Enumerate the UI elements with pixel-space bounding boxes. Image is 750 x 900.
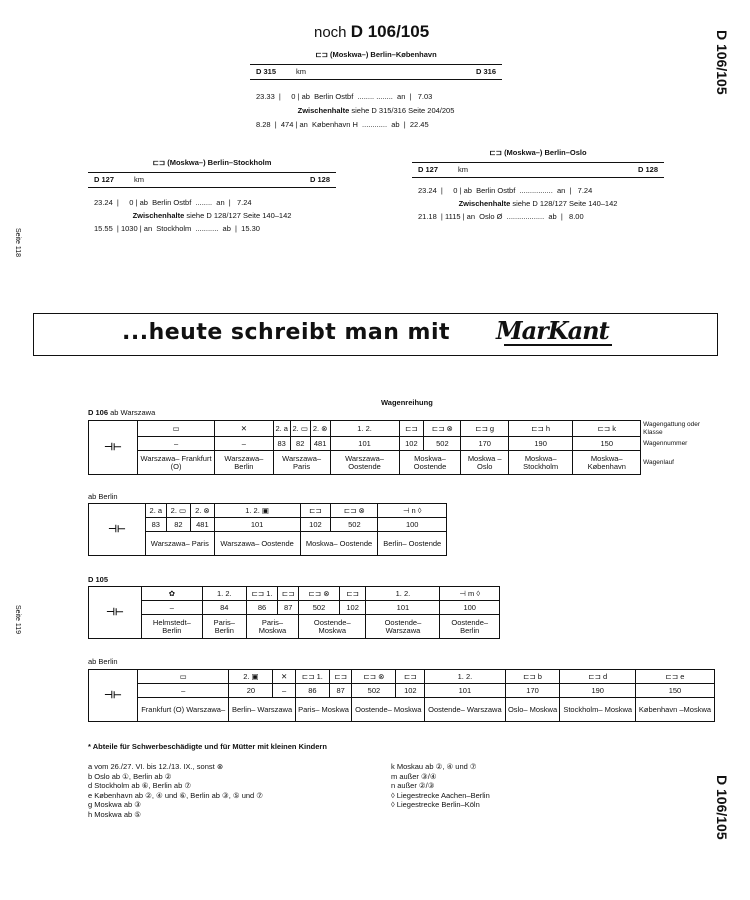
wagon-number: 86 <box>295 684 329 698</box>
wagon-route: Stockholm– Moskwa <box>560 698 635 722</box>
wagon-number: 190 <box>508 437 572 451</box>
schedule-row: 21.18 | 1115 | an Oslo Ø .................. ab | 8.00 <box>418 212 584 221</box>
wagon-number: 101 <box>214 518 300 532</box>
legend-class: Wagengattung oder Klasse <box>641 421 715 437</box>
timetable-block-stockholm <box>88 158 336 233</box>
wagon-route: Moskwa– Oostende <box>399 451 461 475</box>
advertisement-banner <box>33 313 718 356</box>
footnote-star: * Abteile für Schwerbeschädigte und für Mütter mit kleinen Kindern <box>88 742 327 751</box>
wagon-route: Warszawa– Oostende <box>330 451 399 475</box>
wagon-number: – <box>273 684 295 698</box>
wagon-symbol: ⊏⊐ d <box>560 670 635 684</box>
wagon-number: 100 <box>378 518 447 532</box>
wagon-number: 502 <box>331 518 378 532</box>
wagon-number: 102 <box>339 601 366 615</box>
locomotive-icon: ⊣⊢ <box>89 587 142 639</box>
locomotive-icon: ⊣⊢ <box>89 670 138 722</box>
wagon-number: 101 <box>330 437 399 451</box>
wagenreihung-table-3 <box>88 586 500 639</box>
wagon-symbol: 2. ⊗ <box>310 421 330 437</box>
wagon-symbol: ⊏⊐ e <box>635 670 714 684</box>
wagon-route: Warszawa– Frankfurt (O) <box>138 451 215 475</box>
block-title: (Moskwa–) Berlin–Oslo <box>504 148 587 157</box>
footnote-item: g Moskwa ab ③ <box>88 800 141 809</box>
wagon-number: 86 <box>246 601 277 615</box>
wagon-number: 83 <box>273 437 290 451</box>
via-label: Zwischenhalte <box>458 199 511 208</box>
table-label: ab Berlin <box>88 657 118 666</box>
wagon-symbol: ⊏⊐ h <box>508 421 572 437</box>
wagon-symbol: ⊏⊐ <box>300 504 331 518</box>
footnote-item: k Moskau ab ②, ④ und ⑦ <box>391 762 477 771</box>
wagon-symbol: ⊏⊐ g <box>461 421 508 437</box>
wagon-symbol: ⊏⊐ ⊗ <box>331 504 378 518</box>
footnote-item: b Oslo ab ①, Berlin ab ② <box>88 771 172 781</box>
wagon-number: 481 <box>191 518 214 532</box>
wagon-symbol: ✕ <box>273 670 295 684</box>
block-title: (Moskwa–) Berlin–Stockholm <box>167 158 272 167</box>
via-label: Zwischenhalte <box>132 211 185 220</box>
col-train2: D 316 <box>475 67 496 76</box>
table-label: D 106 ab Warszawa <box>88 408 156 417</box>
wagon-symbol: ⊏⊐ b <box>505 670 560 684</box>
wagon-route: København –Moskwa <box>635 698 714 722</box>
wagon-route: Paris– Berlin <box>202 615 246 639</box>
footnote-item: h Moskwa ab ⑤ <box>88 809 141 819</box>
wagon-symbol: ⊏⊐ 1. <box>295 670 329 684</box>
timetable-block-oslo <box>412 148 664 221</box>
wagon-symbol: ⊣ n ◊ <box>378 504 447 518</box>
wagon-number: 150 <box>573 437 641 451</box>
wagon-number: 83 <box>146 518 167 532</box>
via-text: siehe D 315/316 Seite 204/205 <box>351 106 455 115</box>
wagenreihung-title: Wagenreihung <box>381 398 433 407</box>
logo-underline <box>504 344 612 346</box>
wagon-route: Berlin– Warszawa <box>229 698 295 722</box>
wagon-number: – <box>138 437 215 451</box>
footnote-item: d Stockholm ab ⑥, Berlin ab ⑦ <box>88 781 192 790</box>
wagon-route: Oostende– Warszawa <box>366 615 440 639</box>
wagon-number: – <box>142 601 203 615</box>
header-train: D 106/105 <box>350 22 430 41</box>
wagon-symbol: ⊏⊐ <box>278 587 299 601</box>
wagon-route: Warszawa– Berlin <box>215 451 274 475</box>
wagon-symbol: ⊏⊐ ⊗ <box>352 670 396 684</box>
wagon-route: Moskwa –Oslo <box>461 451 508 475</box>
wagon-symbol: ▭ <box>138 421 215 437</box>
wagon-route: Oostende– Warszawa <box>425 698 505 722</box>
wagon-symbol: ⊏⊐ 1. <box>246 587 277 601</box>
wagon-number: 101 <box>425 684 505 698</box>
wagon-symbol: ⊏⊐ <box>396 670 425 684</box>
wagon-route: Oostende– Berlin <box>440 615 500 639</box>
wagon-number: 20 <box>229 684 273 698</box>
schedule-row: 8.28 | 474 | an København H ............ ab | 22.45 <box>256 120 429 129</box>
via-text: siehe D 128/127 Seite 140–142 <box>186 211 292 220</box>
wagon-number: 100 <box>440 601 500 615</box>
wagenreihung-table-4 <box>88 669 715 722</box>
table-label: ab Berlin <box>88 492 118 501</box>
wagon-number: 481 <box>310 437 330 451</box>
via-text: siehe D 128/127 Seite 140–142 <box>512 199 618 208</box>
wagon-symbol: ⊏⊐ ⊗ <box>299 587 340 601</box>
header-prefix: noch <box>314 24 347 41</box>
wagon-route: Oostende– Moskwa <box>299 615 366 639</box>
footnote-item: m außer ③/④ <box>391 771 437 781</box>
wagon-symbol: 1. 2. <box>330 421 399 437</box>
wagon-route: Moskwa– Oostende <box>300 532 378 556</box>
wagon-number: 102 <box>300 518 331 532</box>
wagon-route: Paris– Moskwa <box>295 698 352 722</box>
col-km: km <box>458 165 468 174</box>
wagon-symbol: ⊣ m ◊ <box>440 587 500 601</box>
col-km: km <box>296 67 306 76</box>
wagon-number: 101 <box>366 601 440 615</box>
legend-route: Wagenlauf <box>641 451 715 475</box>
footnotes-left <box>88 762 263 819</box>
schedule-row: 15.55 | 1030 | an Stockholm ........... ab | 15.30 <box>94 224 260 233</box>
wagon-symbol: ▭ <box>138 670 229 684</box>
wagon-number: – <box>215 437 274 451</box>
footnote-item: n außer ②/③ <box>391 781 435 790</box>
wagon-number: 87 <box>278 601 299 615</box>
wagon-number: 102 <box>399 437 424 451</box>
wagon-route: Warszawa– Oostende <box>214 532 300 556</box>
wagon-number: – <box>138 684 229 698</box>
wagon-number: 82 <box>166 518 191 532</box>
locomotive-icon: ⊣⊢ <box>89 504 146 556</box>
wagon-route: Warszawa– Paris <box>146 532 215 556</box>
wagon-route: Warszawa– Paris <box>273 451 330 475</box>
legend-number: Wagennummer <box>641 437 715 451</box>
wagon-number: 82 <box>290 437 310 451</box>
col-train2: D 128 <box>637 165 658 174</box>
wagon-route: Oslo– Moskwa <box>505 698 560 722</box>
wagon-symbol: 2. ⊗ <box>191 504 214 518</box>
col-km: km <box>134 175 144 184</box>
wagon-route: Helmstedt– Berlin <box>142 615 203 639</box>
wagon-number: 102 <box>396 684 425 698</box>
wagon-route: Moskwa– København <box>573 451 641 475</box>
page-header <box>314 22 429 42</box>
schedule-row: 23.33 | 0 | ab Berlin Ostbf ........ ........ an | 7.03 <box>256 92 433 101</box>
wagon-symbol: 2. a <box>273 421 290 437</box>
wagon-symbol: 2. ▭ <box>290 421 310 437</box>
wagon-symbol: 2. a <box>146 504 167 518</box>
wagon-number: 150 <box>635 684 714 698</box>
via-label: Zwischenhalte <box>297 106 350 115</box>
wagon-symbol: 1. 2. <box>425 670 505 684</box>
wagon-number: 87 <box>330 684 352 698</box>
wagon-number: 84 <box>202 601 246 615</box>
footnote-item: ◊ Liegestrecke Berlin–Köln <box>391 800 480 809</box>
wagon-symbol: 1. 2. <box>366 587 440 601</box>
wagenreihung-table-1 <box>88 420 715 475</box>
wagon-symbol: 1. 2. ▣ <box>214 504 300 518</box>
footnote-item: a vom 26./27. VI. bis 12./13. IX., sonst ⊗ <box>88 762 224 771</box>
wagon-symbol: ⊏⊐ <box>330 670 352 684</box>
wagon-symbol: ⊏⊐ ⊗ <box>424 421 461 437</box>
col-train: D 127 <box>94 175 115 184</box>
wagon-number: 170 <box>505 684 560 698</box>
footnotes-right <box>391 762 490 810</box>
wagon-number: 190 <box>560 684 635 698</box>
side-label-left-bottom: Seite 119 <box>14 605 21 635</box>
col-train2: D 128 <box>309 175 330 184</box>
schedule-row: 23.24 | 0 | ab Berlin Ostbf ................ an | 7.24 <box>418 186 593 195</box>
wagenreihung-table-2 <box>88 503 447 556</box>
locomotive-icon: ⊣⊢ <box>89 421 138 475</box>
sleeper-icon: ⊏⊐ <box>315 50 328 59</box>
wagon-symbol: ⊏⊐ <box>399 421 424 437</box>
wagon-symbol: ✕ <box>215 421 274 437</box>
side-label-right-bottom: D 106/105 <box>714 775 730 840</box>
col-train: D 315 <box>256 67 277 76</box>
wagon-route: Oostende– Moskwa <box>352 698 425 722</box>
wagon-symbol: ⊏⊐ k <box>573 421 641 437</box>
ad-text: ...heute schreibt man mit <box>122 320 451 345</box>
schedule-row: 23.24 | 0 | ab Berlin Ostbf ........ an | 7.24 <box>94 198 252 207</box>
footnote-item: e København ab ②, ④ und ⑥, Berlin ab ③, ⑤ und ⑦ <box>88 790 264 800</box>
side-label-left-top: Seite 118 <box>14 228 21 258</box>
wagon-route: Frankfurt (O) Warszawa– <box>138 698 229 722</box>
wagon-symbol: 2. ▣ <box>229 670 273 684</box>
wagon-route: Moskwa– Stockholm <box>508 451 572 475</box>
wagon-number: 502 <box>424 437 461 451</box>
side-label-right-top: D 106/105 <box>714 30 730 95</box>
sleeper-icon: ⊏⊐ <box>489 148 502 157</box>
wagon-symbol: 2. ▭ <box>166 504 191 518</box>
wagon-route: Paris– Moskwa <box>246 615 298 639</box>
wagon-number: 502 <box>299 601 340 615</box>
markant-logo: MarKant <box>496 316 609 345</box>
wagon-symbol: ✿ <box>142 587 203 601</box>
col-train: D 127 <box>418 165 439 174</box>
wagon-symbol: 1. 2. <box>202 587 246 601</box>
wagon-route: Berlin– Oostende <box>378 532 447 556</box>
footnote-item: ◊ Liegestrecke Aachen–Berlin <box>391 790 490 800</box>
wagon-symbol: ⊏⊐ <box>339 587 366 601</box>
wagon-number: 502 <box>352 684 396 698</box>
wagon-number: 170 <box>461 437 508 451</box>
block-title: (Moskwa–) Berlin–København <box>329 50 437 59</box>
timetable-block-kobenhavn <box>250 50 502 129</box>
sleeper-icon: ⊏⊐ <box>152 158 166 167</box>
table-label: D 105 <box>88 575 109 584</box>
